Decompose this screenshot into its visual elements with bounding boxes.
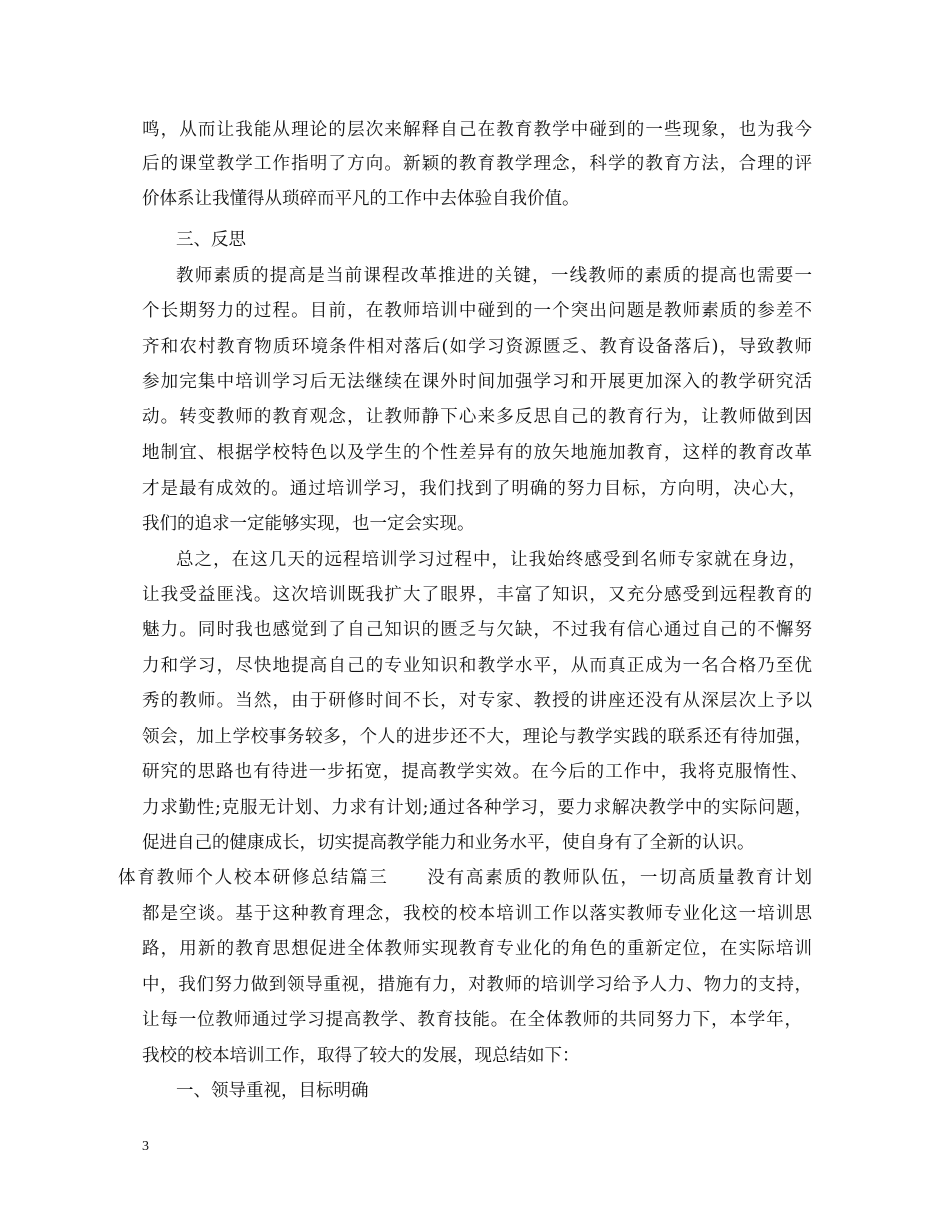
paragraph-line: 鸣，从而让我能从理论的层次来解释自己在教育教学中碰到的一些现象，也为我今: [142, 120, 812, 140]
page-number: 3: [142, 1139, 149, 1154]
paragraph-line: 让每一位教师通过学习提高教学、教育技能。在全体教师的共同努力下，本学年，: [142, 1010, 802, 1030]
paragraph-line: 价体系让我懂得从琐碎而平凡的工作中去体验自我价值。: [142, 189, 580, 209]
paragraph-line: 动。转变教师的教育观念，让教师静下心来多反思自己的教育行为，让教师做到因: [142, 407, 812, 427]
paragraph-line: 齐和农村教育物质环境条件相对落后(如学习资源匮乏、教育设备落后)，导致教师: [142, 337, 812, 357]
paragraph-line: 领会，加上学校事务较多，个人的进步还不大，理论与教学实践的联系还有待加强，: [142, 727, 812, 747]
paragraph-line: 才是最有成效的。通过培训学习，我们找到了明确的努力目标，方向明，决心大，: [142, 479, 806, 499]
paragraph-line: 力和学习，尽快地提高自己的专业知识和教学水平，从而真正成为一名合格乃至优: [142, 656, 812, 676]
paragraph-line: 魅力。同时我也感觉到了自己知识的匮乏与欠缺，不过我有信心通过自己的不懈努: [142, 620, 812, 640]
paragraph-line: 研究的思路也有待进一步拓宽，提高教学实效。在今后的工作中，我将克服惰性、: [142, 762, 808, 782]
paragraph-line: 秀的教师。当然，由于研修时间不长，对专家、教授的讲座还没有从深层次上予以: [142, 691, 812, 711]
paragraph-line: 路，用新的教育思想促进全体教师实现教育专业化的角色的重新定位，在实际培训: [142, 939, 812, 959]
paragraph-line: 中，我们努力做到领导重视，措施有力，对教师的培训学习给予人力、物力的支持，: [142, 975, 812, 995]
paragraph-line: 促进自己的健康成长，切实提高教学能力和业务水平，使自身有了全新的认识。: [142, 833, 755, 853]
paragraph-line: 我校的校本培训工作，取得了较大的发展，现总结如下：: [142, 1046, 580, 1066]
paragraph-line: 我们的追求一定能够实现，也一定会实现。: [142, 514, 475, 534]
paragraph-line: 参加完集中培训学习后无法继续在课外时间加强学习和开展更加深入的教学研究活: [142, 372, 812, 392]
paragraph-line: 后的课堂教学工作指明了方向。新颖的教育教学理念，科学的教育方法，合理的评: [142, 154, 812, 174]
paragraph-line: 力求勤性;克服无计划、力求有计划;通过各种学习，要力求解决教学中的实际问题，: [142, 798, 812, 818]
paragraph-line: 让我受益匪浅。这次培训既我扩大了眼界，丰富了知识，又充分感受到远程教育的: [142, 585, 812, 605]
paragraph-line: 都是空谈。基于这种教育理念，我校的校本培训工作以落实教师专业化这一培训思: [142, 904, 812, 924]
paragraph-line: 教师素质的提高是当前课程改革推进的关键，一线教师的素质的提高也需要一: [176, 266, 812, 286]
paragraph-line: 个长期努力的过程。目前，在教师培训中碰到的一个突出问题是教师素质的参差不: [142, 301, 812, 321]
section-heading-leadership: 一、领导重视，目标明确: [176, 1081, 369, 1101]
article-title-line: 体育教师个人校本研修总结篇三 没有高素质的教师队伍，一切高质量教育计划: [118, 868, 812, 888]
paragraph-line: 地制宜、根据学校特色以及学生的个性差异有的放矢地施加教育，这样的教育改革: [142, 443, 812, 463]
paragraph-line: 总之，在这几天的远程培训学习过程中，让我始终感受到名师专家就在身边，: [176, 550, 806, 570]
section-heading-reflection: 三、反思: [176, 230, 246, 250]
